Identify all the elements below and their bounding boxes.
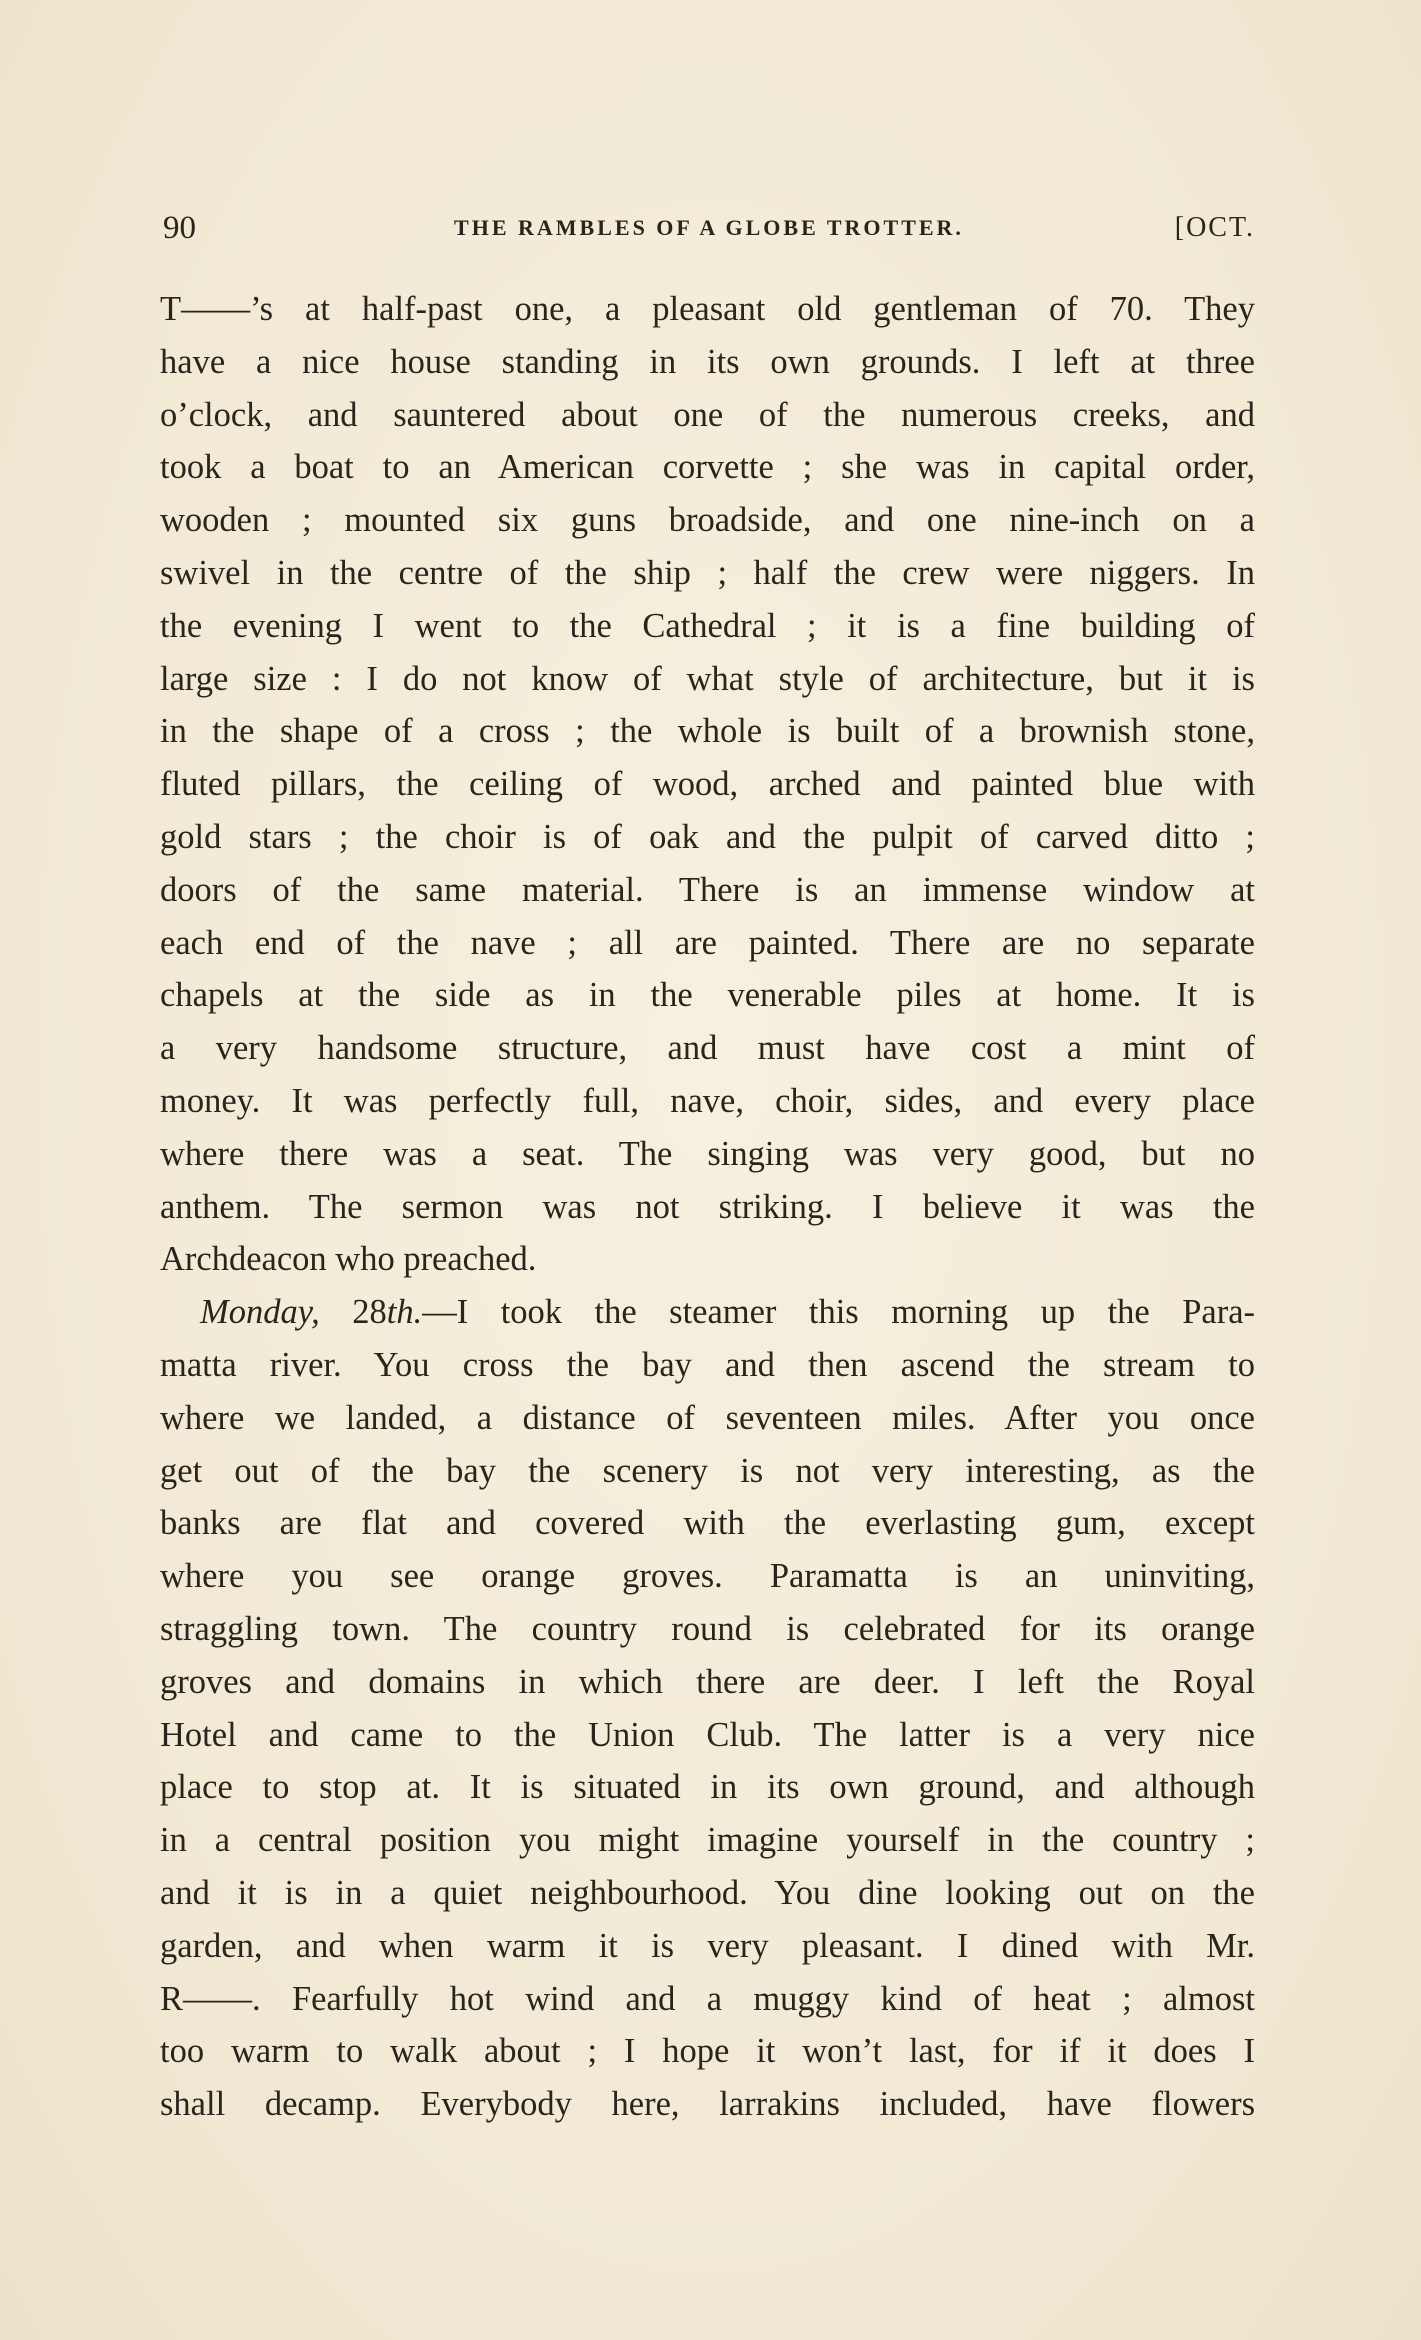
paragraph-2: [160, 1286, 1255, 2131]
paragraph-1: [160, 283, 1255, 1286]
text-line: o’clock, and sauntered about one of the numerous creeks, and: [160, 395, 1255, 434]
date-day: 28: [352, 1293, 387, 1332]
text-line: gold stars ; the choir is of oak and the pulpit of carved ditto ;: [160, 817, 1255, 856]
text-line: a very handsome structure, and must have cost a mint of: [160, 1029, 1255, 1068]
text-line: fluted pillars, the ceiling of wood, arched and painted blue with: [160, 765, 1255, 804]
text-line: and it is in a quiet neighbourhood. You dine looking out on the: [160, 1873, 1255, 1912]
date-line-rest: —I took the steamer this morning up the Para-: [422, 1293, 1255, 1332]
body-text: [160, 283, 1255, 2131]
text-line: too warm to walk about ; I hope it won’t last, for if it does I: [160, 2032, 1255, 2071]
text-line-dated: [160, 1286, 1255, 1339]
page-number: 90: [163, 210, 196, 246]
text-line: matta river. You cross the bay and then ascend the stream to: [160, 1345, 1255, 1384]
month-mark: [OCT.: [1174, 212, 1255, 243]
text-line: R——. Fearfully hot wind and a muggy kind of heat ; almost: [160, 1979, 1255, 2018]
date-suffix: th.: [386, 1293, 423, 1332]
text-line: where you see orange groves. Paramatta is an uninviting,: [160, 1557, 1255, 1596]
text-line: Archdeacon who preached.: [160, 1240, 537, 1279]
text-line: in the shape of a cross ; the whole is built of a brownish stone,: [160, 712, 1255, 751]
text-line: took a boat to an American corvette ; she was in capital order,: [160, 448, 1255, 487]
text-line: where there was a seat. The singing was very good, but no: [160, 1134, 1255, 1173]
text-line: the evening I went to the Cathedral ; it is a fine building of: [160, 606, 1255, 645]
text-line: swivel in the centre of the ship ; half the crew were niggers. In: [160, 553, 1255, 592]
text-line: straggling town. The country round is celebrated for its orange: [160, 1609, 1255, 1648]
text-line: have a nice house standing in its own grounds. I left at three: [160, 342, 1255, 381]
text-line: garden, and when warm it is very pleasant. I dined with Mr.: [160, 1926, 1255, 1965]
text-line: doors of the same material. There is an immense window at: [160, 870, 1255, 909]
running-head: [163, 203, 1255, 253]
text-line: T——’s at half-past one, a pleasant old gentleman of 70. They: [160, 290, 1255, 328]
text-line: in a central position you might imagine yourself in the country ;: [160, 1821, 1255, 1860]
text-line: money. It was perfectly full, nave, choir, sides, and every place: [160, 1081, 1255, 1120]
date-weekday: Monday,: [200, 1293, 320, 1332]
running-title: THE RAMBLES OF A GLOBE TROTTER.: [454, 215, 964, 240]
text-line: groves and domains in which there are deer. I left the Royal: [160, 1662, 1255, 1701]
text-line: each end of the nave ; all are painted. There are no separate: [160, 923, 1255, 962]
text-line: banks are flat and covered with the everlasting gum, except: [160, 1504, 1255, 1543]
text-line: shall decamp. Everybody here, larrakins included, have flowers: [160, 2085, 1255, 2124]
text-line: place to stop at. It is situated in its own ground, and although: [160, 1768, 1255, 1807]
text-line: where we landed, a distance of seventeen miles. After you once: [160, 1398, 1255, 1437]
text-line: get out of the bay the scenery is not very interesting, as the: [160, 1451, 1255, 1490]
text-line: chapels at the side as in the venerable piles at home. It is: [160, 976, 1255, 1015]
text-line: wooden ; mounted six guns broadside, and one nine-inch on a: [160, 501, 1255, 540]
text-line: anthem. The sermon was not striking. I believe it was the: [160, 1187, 1255, 1226]
text-line: large size : I do not know of what style of architecture, but it is: [160, 659, 1255, 698]
text-line: Hotel and came to the Union Club. The latter is a very nice: [160, 1715, 1255, 1754]
